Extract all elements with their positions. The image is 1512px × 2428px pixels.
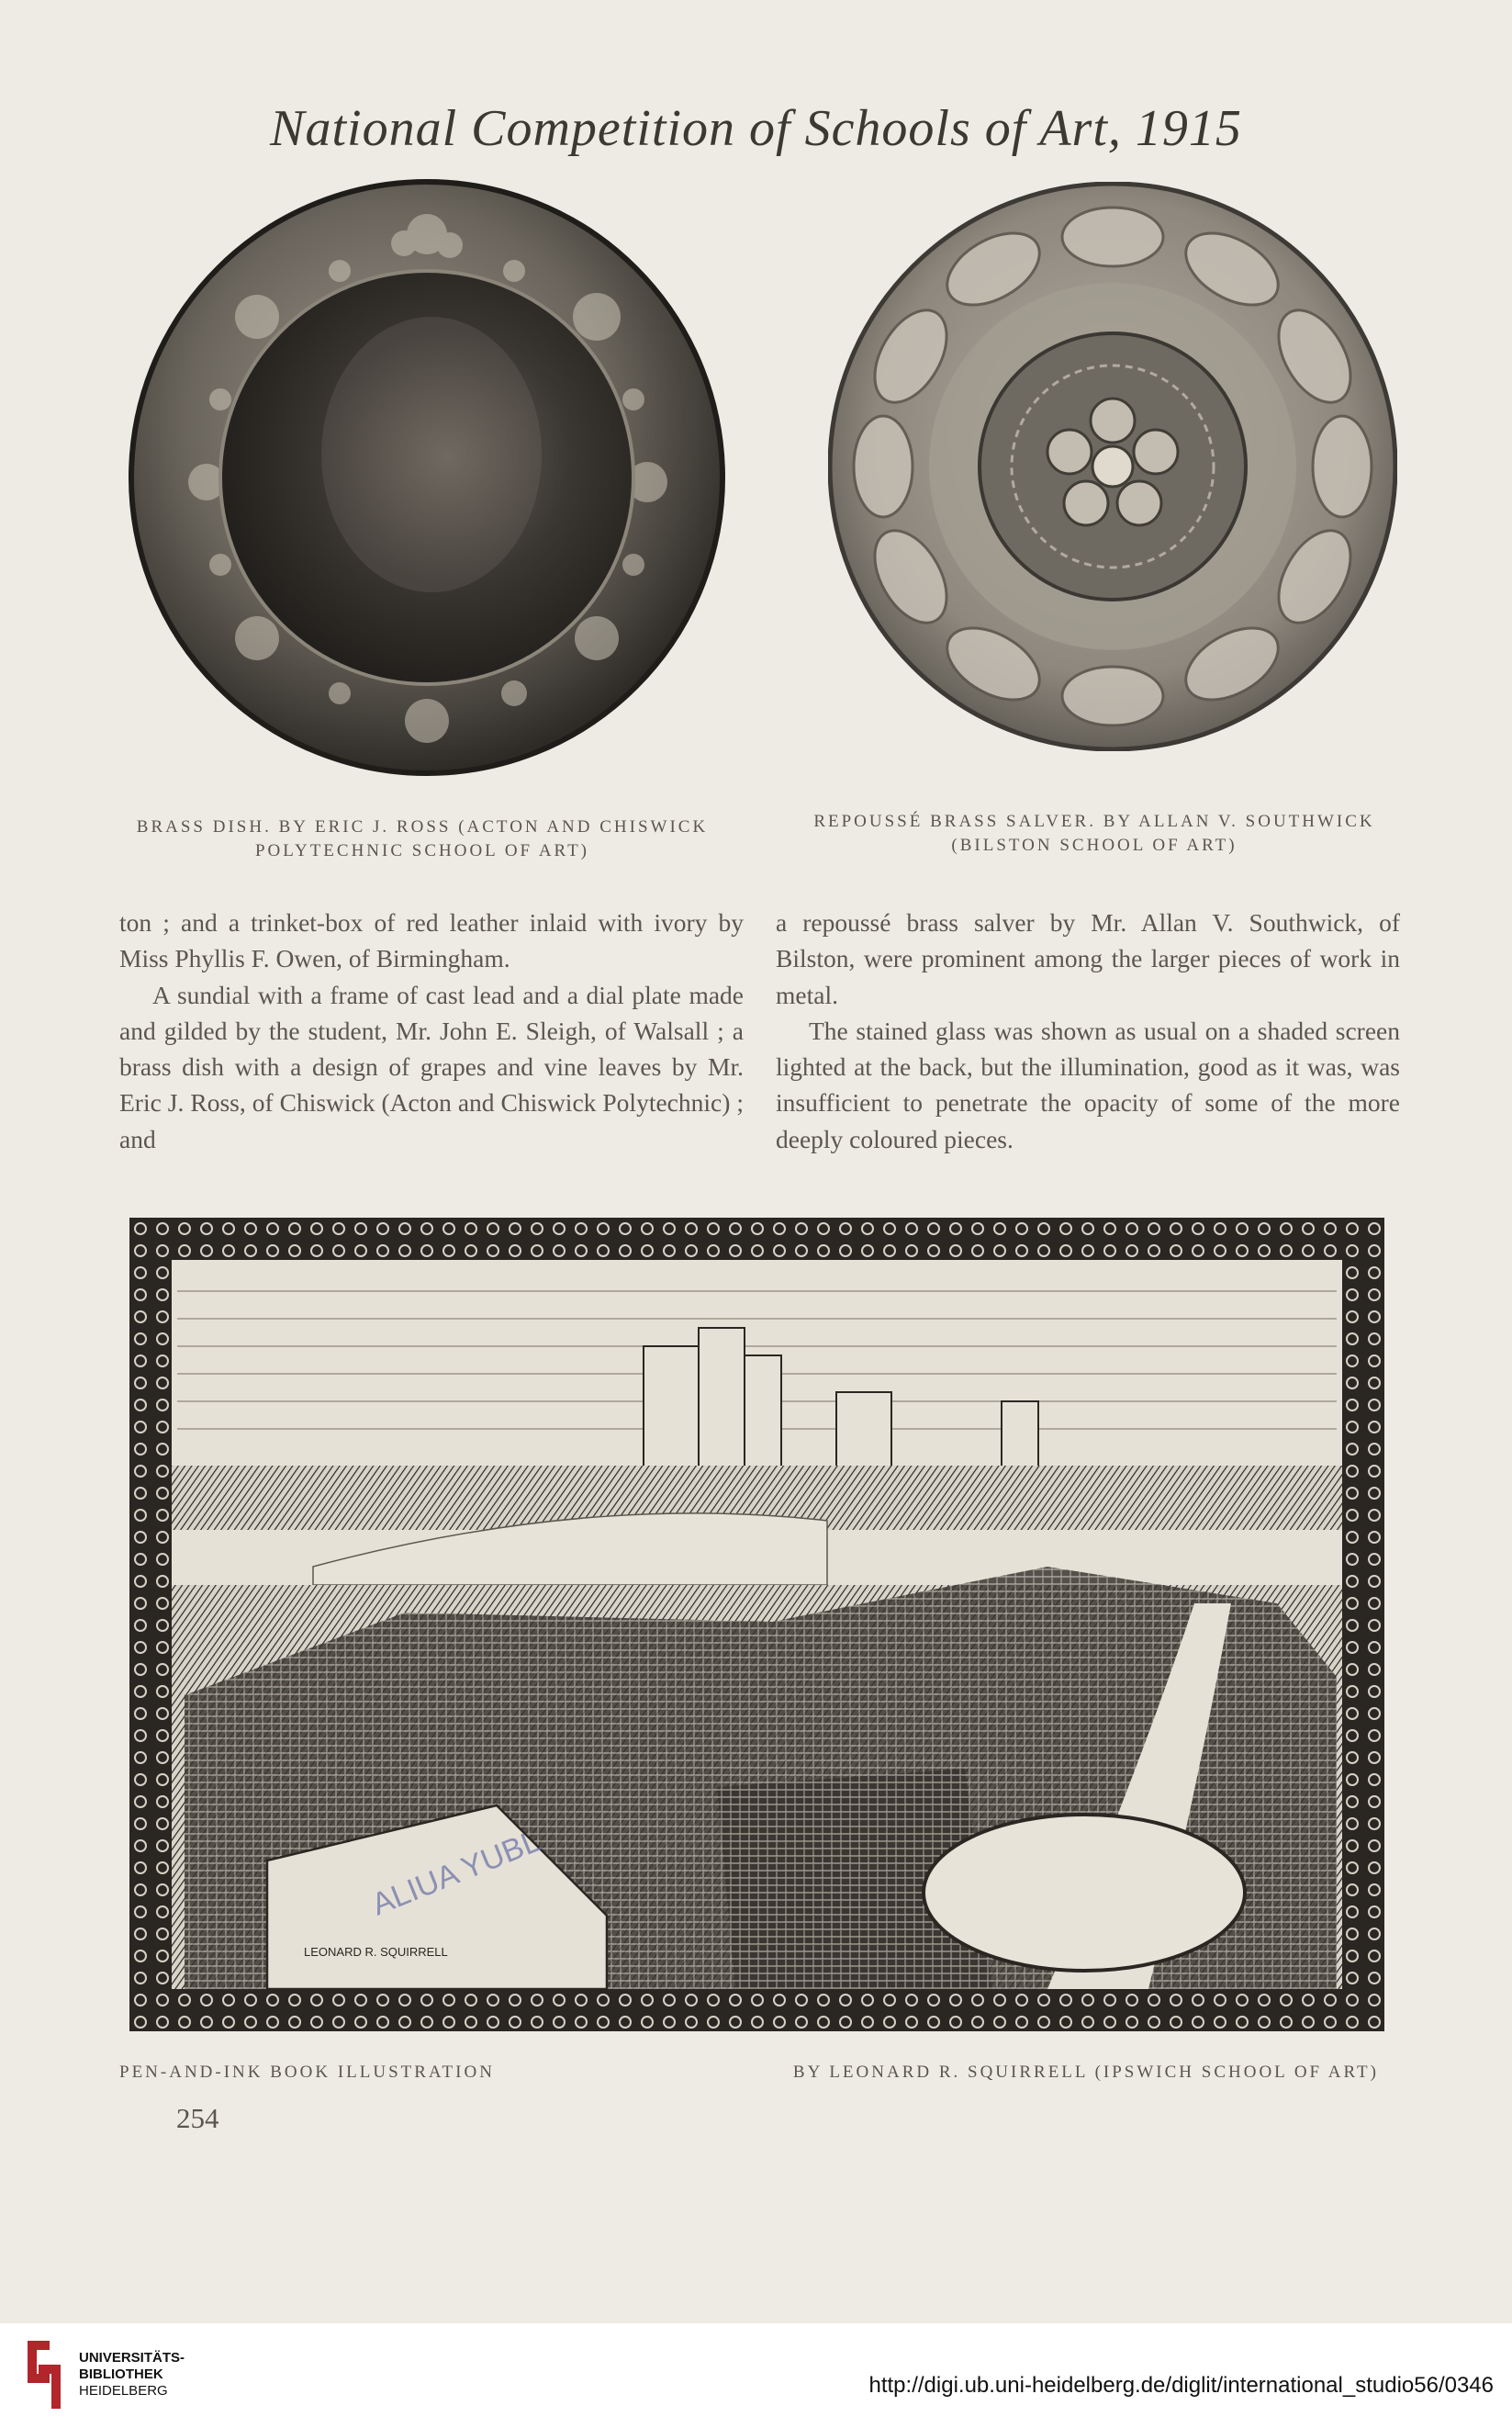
page-number: 254 xyxy=(176,2102,219,2134)
paragraph: The stained glass was shown as usual on a shaded screen lighted at the back, but the illumination, good as it was, was insufficient to penetrate the opacity of some of the more deeply coloured pieces. xyxy=(776,1016,1400,1153)
library-line: HEIDELBERG xyxy=(79,2383,168,2399)
illustration-caption-right: BY LEONARD R. SQUIRRELL (IPSWICH SCHOOL OF ART) xyxy=(792,2063,1379,2082)
right-column xyxy=(776,905,1400,1157)
paragraph: A sundial with a frame of cast lead and a dial plate made and gilded by the student, Mr. John E. Sleigh, of Walsall ; a brass dish with a design of grapes and vine leaves by Mr. Eric J. Ross, of Chiswick (Acton and Chiswick Polytechnic) ; and xyxy=(119,980,744,1153)
salver-caption xyxy=(782,810,1406,857)
brass-dish-caption xyxy=(110,815,734,862)
library-emblem-icon xyxy=(18,2337,70,2412)
paragraph: ton ; and a trinket-box of red leather inlaid with ivory by Miss Phyllis F. Owen, of Birmingham. xyxy=(119,908,744,973)
library-line: UNIVERSITÄTS- xyxy=(79,2350,185,2366)
illustration-caption-left: PEN-AND-INK BOOK ILLUSTRATION xyxy=(119,2063,495,2082)
brass-dish-photo xyxy=(129,179,725,776)
page-title: National Competition of Schools of Art, 1915 xyxy=(270,100,1242,157)
artist-signature: LEONARD R. SQUIRRELL xyxy=(304,1945,448,1959)
caption-line: BRASS DISH. BY ERIC J. ROSS (ACTON AND CHISWICK xyxy=(136,817,709,837)
library-stamp: ALIUA YUBL xyxy=(366,1823,545,1923)
source-url[interactable]: http://digi.ub.uni-heidelberg.de/diglit/international_studio56/0346 xyxy=(868,2373,1494,2398)
pen-and-ink-illustration xyxy=(129,1218,1384,2031)
library-name xyxy=(79,2350,185,2400)
paragraph: a repoussé brass salver by Mr. Allan V. Southwick, of Bilston, were prominent among the larger pieces of work in metal. xyxy=(776,908,1400,1009)
library-line: BIBLIOTHEK xyxy=(79,2366,163,2382)
library-logo[interactable] xyxy=(18,2337,185,2412)
repousse-salver-photo xyxy=(828,182,1397,751)
caption-line: (BILSTON SCHOOL OF ART) xyxy=(951,835,1238,855)
caption-line: POLYTECHNIC SCHOOL OF ART) xyxy=(254,840,590,860)
left-column xyxy=(119,905,744,1157)
caption-line: REPOUSSÉ BRASS SALVER. BY ALLAN V. SOUTHWICK xyxy=(813,812,1375,831)
